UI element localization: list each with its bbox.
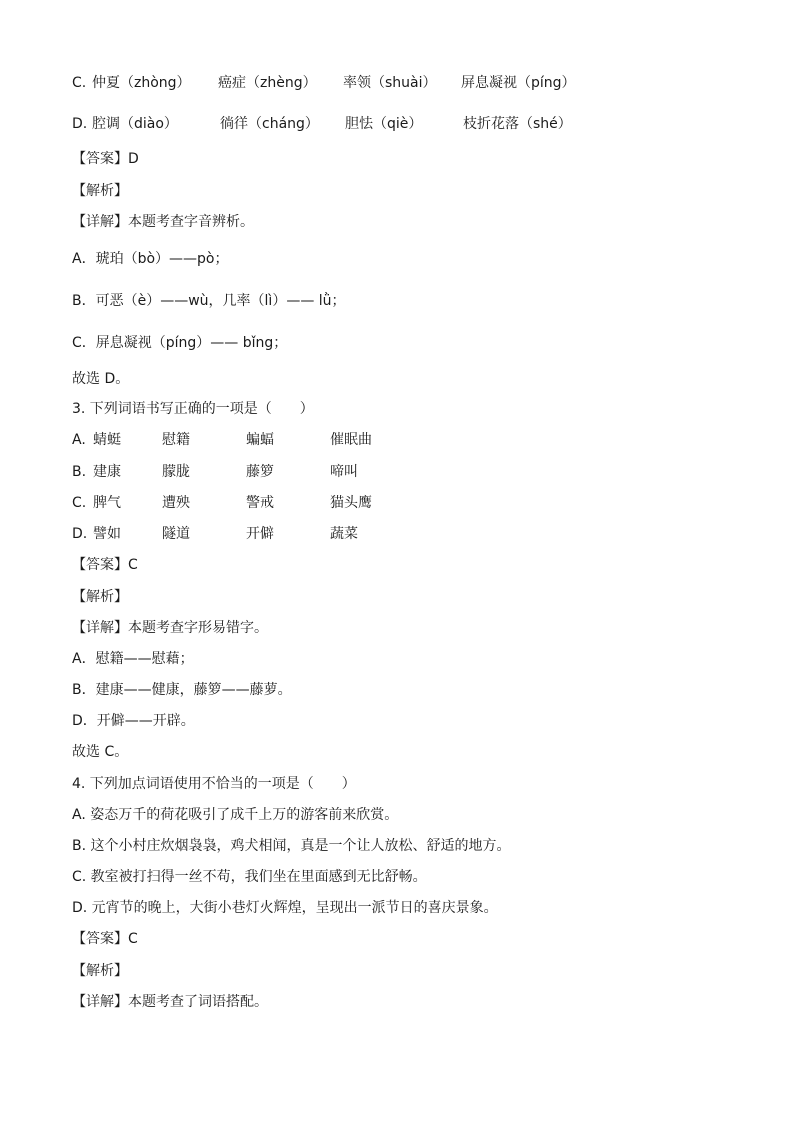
q2-conclusion: 故选 D。 [72, 371, 130, 387]
q3-option-d-letter: D. [72, 526, 88, 542]
q4-option-b: B. 这个小村庄炊烟袅袅，鸡犬相闻，真是一个让人放松、舒适的地方。 [72, 838, 511, 854]
q2-answer: 【答案】D [72, 151, 139, 167]
q2-option-c-letter: C. [72, 75, 87, 91]
q3-option-d-item-3: 开僻 [246, 526, 274, 542]
q2-detail: 【详解】本题考查字音辨析。 [72, 214, 254, 230]
q3-answer: 【答案】C [72, 557, 138, 573]
q2-fix-c: C．屏息凝视（píng）—— bǐng； [72, 335, 288, 351]
q3-option-b-item-1: 建康 [93, 464, 121, 480]
q4-stem: 4. 下列加点词语使用不恰当的一项是（ ） [72, 776, 356, 792]
q3-option-c-item-4: 猫头鹰 [330, 495, 372, 511]
q2-fix-b: B．可恶（è）——wù，几率（lì）—— lǜ； [72, 293, 346, 309]
q3-option-d-item-2: 隧道 [162, 526, 190, 542]
q2-option-c-item-1: 仲夏（zhòng） [92, 75, 191, 91]
q2-option-d-letter: D. [72, 116, 88, 132]
q3-fix-d: D．开僻——开辟。 [72, 713, 195, 729]
q3-option-a-item-1: 蜻蜓 [93, 432, 121, 448]
q2-analysis-label: 【解析】 [72, 183, 128, 199]
q3-conclusion: 故选 C。 [72, 744, 129, 760]
q3-fix-b: B．建康——健康，藤箩——藤萝。 [72, 682, 292, 698]
q4-option-a: A. 姿态万千的荷花吸引了成千上万的游客前来欣赏。 [72, 807, 399, 823]
q3-option-a-item-3: 蝙蝠 [246, 432, 274, 448]
q2-option-c-item-2: 癌症（zhèng） [218, 75, 317, 91]
q3-option-d-item-4: 蔬菜 [330, 526, 358, 542]
q3-option-b-item-4: 啼叫 [330, 464, 358, 480]
q3-option-a-item-4: 催眠曲 [330, 432, 372, 448]
q2-option-d-item-1: 腔调（diào） [92, 116, 178, 132]
q3-option-b-item-3: 藤箩 [246, 464, 274, 480]
q4-analysis-label: 【解析】 [72, 963, 128, 979]
q3-detail: 【详解】本题考查字形易错字。 [72, 620, 268, 636]
q2-option-c-item-3: 率领（shuài） [343, 75, 437, 91]
q3-option-c-letter: C. [72, 495, 87, 511]
q4-option-c: C. 教室被打扫得一丝不苟，我们坐在里面感到无比舒畅。 [72, 869, 427, 885]
q3-option-a-item-2: 慰籍 [162, 432, 190, 448]
q3-fix-a: A．慰籍——慰藉； [72, 651, 194, 667]
q2-option-d-item-4: 枝折花落（shé） [463, 116, 572, 132]
q2-option-c-item-4: 屏息凝视（píng） [461, 75, 576, 91]
q3-option-d-item-1: 譬如 [93, 526, 121, 542]
q3-option-c-item-2: 遭殃 [162, 495, 190, 511]
q4-option-d: D. 元宵节的晚上，大街小巷灯火辉煌，呈现出一派节日的喜庆景象。 [72, 900, 498, 916]
q4-answer: 【答案】C [72, 931, 138, 947]
q3-option-b-letter: B. [72, 464, 87, 480]
q3-stem: 3. 下列词语书写正确的一项是（ ） [72, 401, 314, 417]
q2-fix-a: A．琥珀（bò）——pò； [72, 251, 229, 267]
q3-option-c-item-1: 脾气 [93, 495, 121, 511]
q3-option-c-item-3: 警戒 [246, 495, 274, 511]
q2-option-d-item-3: 胆怯（qiè） [345, 116, 423, 132]
q3-option-b-item-2: 朦胧 [162, 464, 190, 480]
q2-option-d-item-2: 徜徉（cháng） [220, 116, 319, 132]
q4-detail: 【详解】本题考查了词语搭配。 [72, 994, 268, 1010]
q3-option-a-letter: A. [72, 432, 86, 448]
q3-analysis-label: 【解析】 [72, 589, 128, 605]
